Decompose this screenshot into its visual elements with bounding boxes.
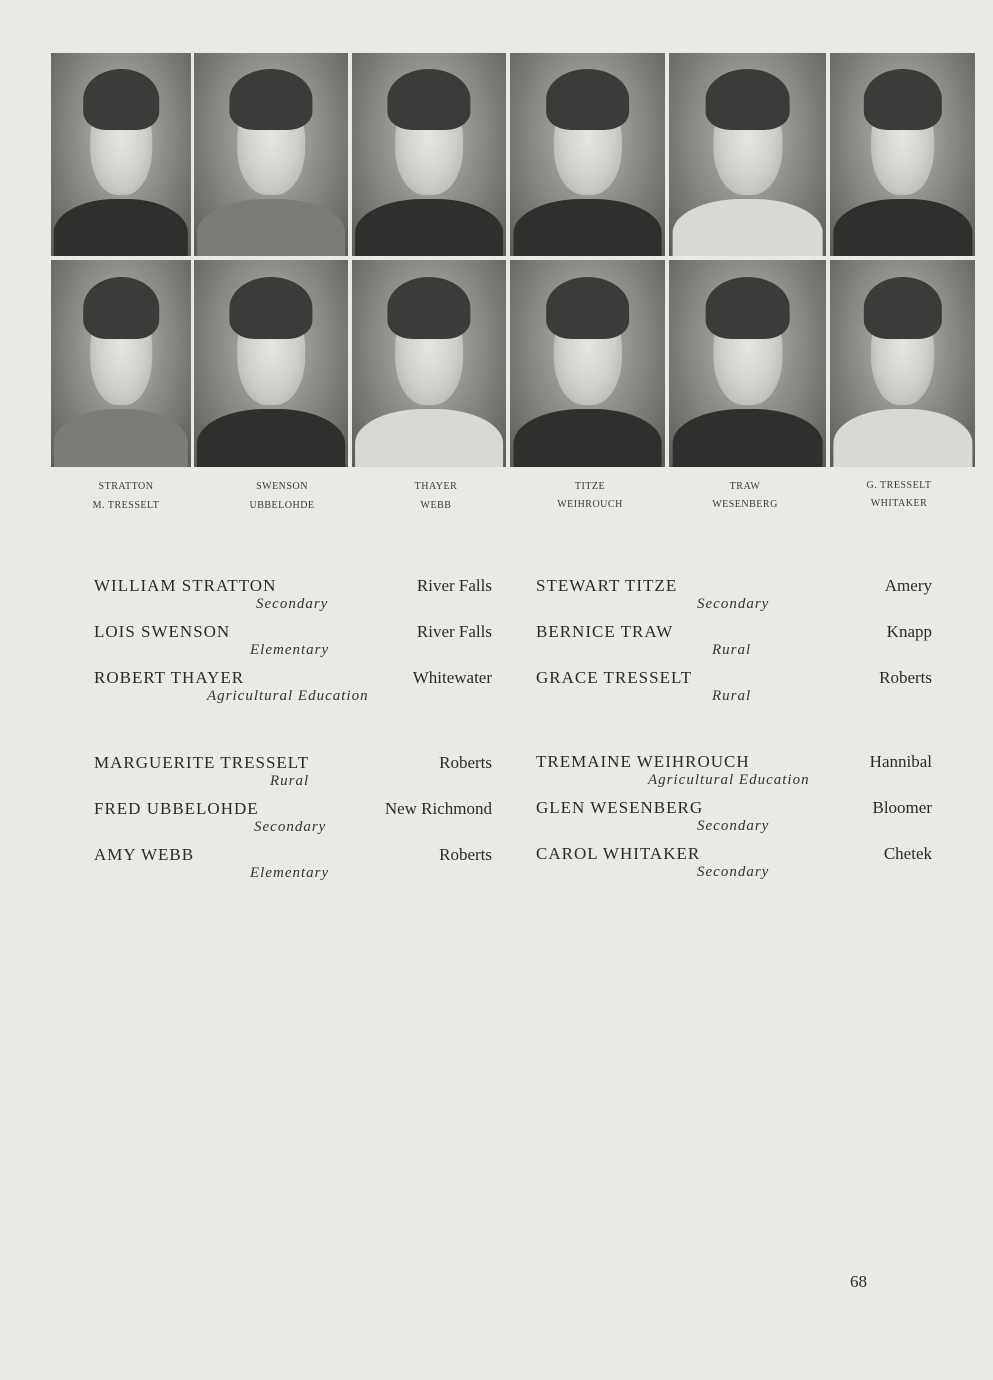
entry-amy-webb	[94, 845, 492, 887]
entry-fred-ubbelohde	[94, 799, 492, 841]
entry-glen-wesenberg	[536, 798, 932, 840]
portrait-g-tresselt	[830, 53, 975, 256]
student-hometown: Roberts	[439, 845, 492, 864]
portrait-m-tresselt	[51, 260, 191, 467]
caption-weihrouch: WEIHROUCH	[557, 499, 623, 510]
student-name: FRED UBBELOHDE	[94, 799, 259, 818]
student-name: MARGUERITE TRESSELT	[94, 753, 309, 772]
caption-webb: WEBB	[420, 500, 452, 511]
student-hometown: Roberts	[879, 668, 932, 687]
student-hometown: Roberts	[439, 753, 492, 772]
student-name: TREMAINE WEIHROUCH	[536, 752, 750, 771]
caption-whitaker: WHITAKER	[870, 498, 928, 509]
caption-swenson: SWENSON	[256, 481, 308, 492]
entry-robert-thayer	[94, 668, 492, 710]
student-name: WILLIAM STRATTON	[94, 576, 277, 595]
page-number: 68	[850, 1272, 867, 1291]
caption-m-tresselt: M. TRESSELT	[92, 500, 160, 511]
student-hometown: Hannibal	[869, 752, 932, 771]
student-major: Elementary	[250, 865, 330, 881]
student-name: BERNICE TRAW	[536, 622, 674, 641]
caption-g-tresselt: G. TRESSELT	[866, 480, 932, 491]
caption-traw: TRAW	[729, 481, 761, 492]
student-name: CAROL WHITAKER	[536, 844, 701, 863]
entry-carol-whitaker	[536, 844, 932, 886]
student-hometown: River Falls	[416, 622, 492, 641]
student-major: Secondary	[697, 864, 770, 880]
student-hometown: Bloomer	[872, 798, 932, 817]
student-name: GLEN WESENBERG	[536, 798, 704, 817]
student-name: AMY WEBB	[94, 845, 195, 864]
portrait-whitaker	[830, 260, 975, 467]
portrait-wesenberg	[669, 260, 826, 467]
portrait-grid	[51, 53, 975, 467]
student-major: Rural	[712, 642, 752, 658]
portrait-webb	[352, 260, 506, 467]
caption-stratton: STRATTON	[98, 481, 154, 492]
student-hometown: Whitewater	[412, 668, 492, 687]
caption-thayer: THAYER	[414, 481, 458, 492]
entry-william-stratton	[94, 576, 492, 618]
student-hometown: New Richmond	[384, 799, 492, 818]
entry-bernice-traw	[536, 622, 932, 664]
portrait-stratton	[51, 53, 191, 256]
entry-marguerite-tresselt	[94, 753, 492, 795]
student-name: LOIS SWENSON	[94, 622, 231, 641]
entry-grace-tresselt	[536, 668, 932, 710]
student-major: Rural	[712, 688, 752, 704]
portrait-ubbelohde	[194, 260, 348, 467]
student-major: Secondary	[256, 596, 329, 612]
portrait-swenson	[194, 53, 348, 256]
student-major: Elementary	[250, 642, 330, 658]
portrait-titze	[510, 53, 665, 256]
portrait-thayer	[352, 53, 506, 256]
student-hometown: Knapp	[886, 622, 932, 641]
student-major: Secondary	[697, 818, 770, 834]
student-name: STEWART TITZE	[536, 576, 678, 595]
portrait-weihrouch	[510, 260, 665, 467]
caption-ubbelohde: UBBELOHDE	[249, 500, 315, 511]
student-major: Agricultural Education	[207, 688, 369, 704]
student-major: Secondary	[254, 819, 327, 835]
student-name: GRACE TRESSELT	[536, 668, 693, 687]
entry-lois-swenson	[94, 622, 492, 664]
caption-wesenberg: WESENBERG	[712, 499, 778, 510]
caption-titze: TITZE	[574, 481, 606, 492]
portrait-traw	[669, 53, 826, 256]
student-hometown: River Falls	[416, 576, 492, 595]
student-major: Agricultural Education	[648, 772, 810, 788]
student-major: Rural	[270, 773, 310, 789]
student-major: Secondary	[697, 596, 770, 612]
entry-tremaine-weihrouch	[536, 752, 932, 794]
student-name: ROBERT THAYER	[94, 668, 245, 687]
student-hometown: Amery	[884, 576, 932, 595]
student-hometown: Chetek	[883, 844, 932, 863]
entry-stewart-titze	[536, 576, 932, 618]
